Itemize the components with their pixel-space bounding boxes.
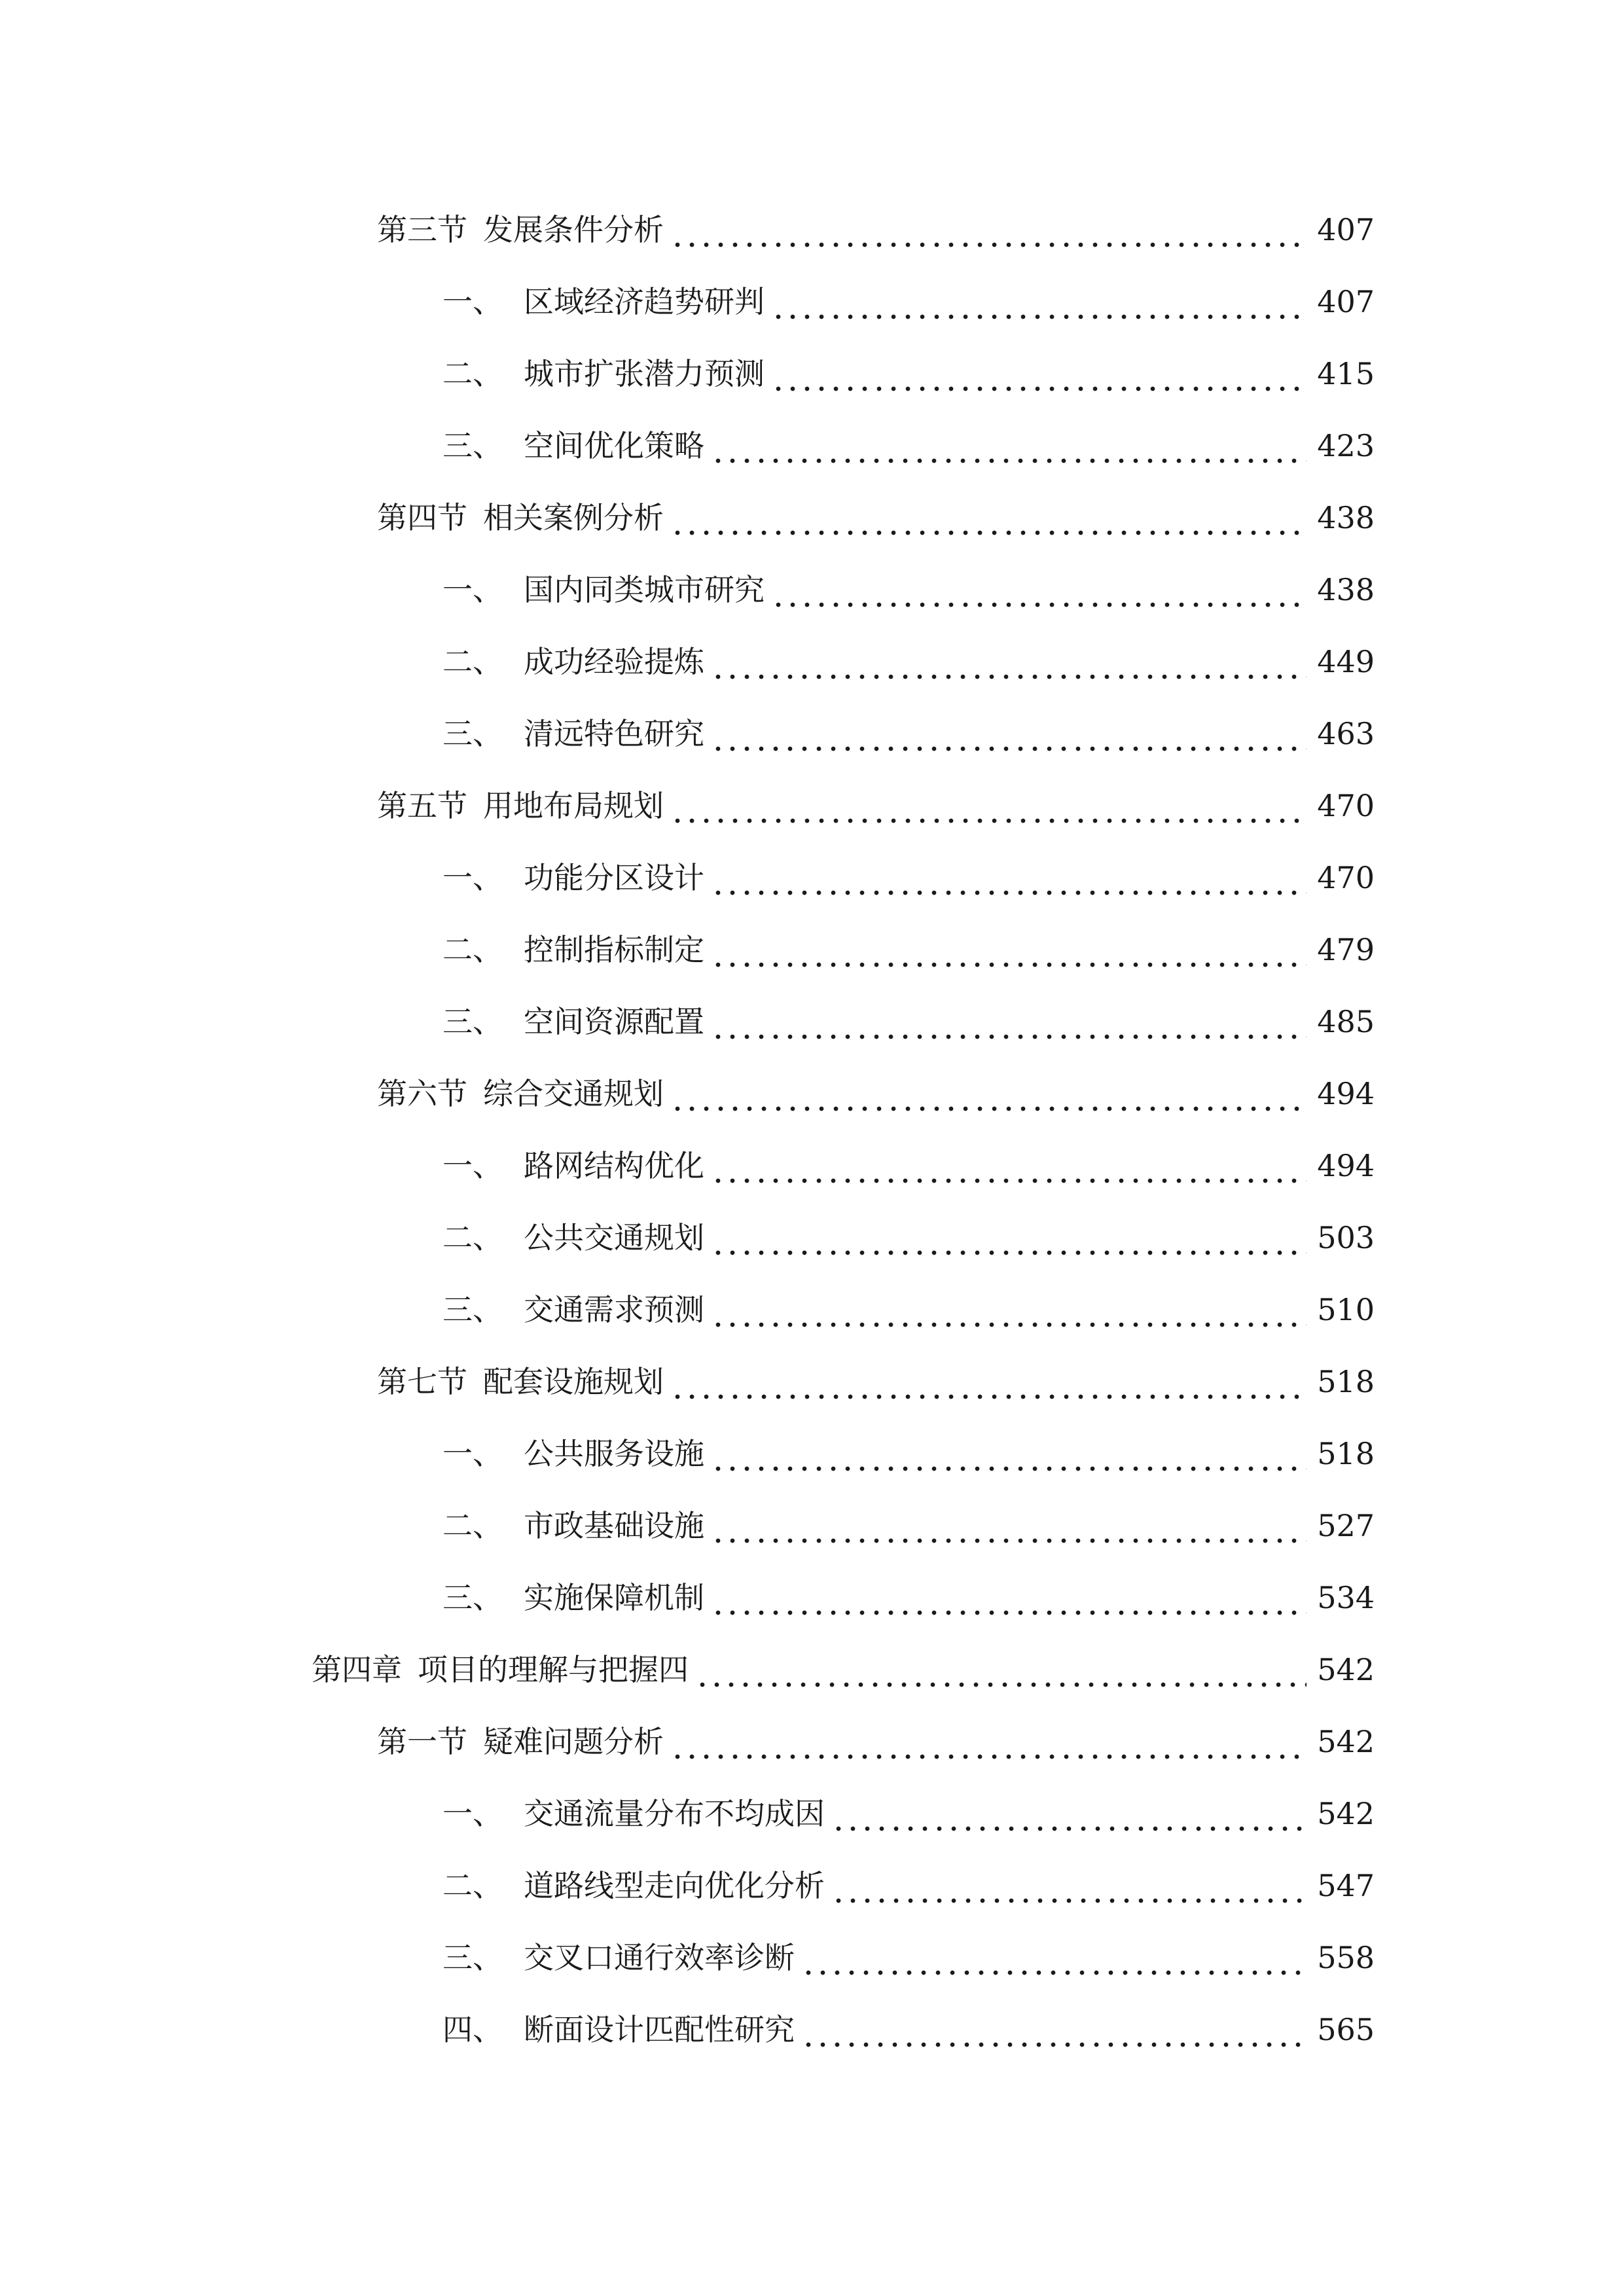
toc-item-number: 二、 <box>442 644 503 679</box>
toc-entry-item <box>442 420 1375 472</box>
toc-entry-title: 实施保障机制 <box>524 1580 704 1615</box>
dot-leader <box>711 1571 1307 1624</box>
toc-entry-item <box>442 1571 1375 1624</box>
toc-section-number: 第五节 <box>377 788 467 823</box>
toc-entry-title: 公共服务设施 <box>524 1436 704 1471</box>
toc-entry-item <box>442 708 1375 760</box>
dot-leader <box>711 852 1307 904</box>
toc-entry-title: 项目的理解与把握四 <box>418 1652 689 1687</box>
toc-entry-title: 疑难问题分析 <box>483 1724 664 1759</box>
dot-leader <box>670 1067 1307 1120</box>
toc-entry-item <box>442 1499 1375 1552</box>
toc-page-number: 542 <box>1317 1724 1375 1759</box>
toc-item-number: 一、 <box>442 572 503 607</box>
toc-item-number: 二、 <box>442 356 503 391</box>
toc-page-number: 415 <box>1317 356 1375 391</box>
toc-item-number: 三、 <box>442 1004 503 1039</box>
dot-leader <box>711 1211 1307 1264</box>
toc-entry-title: 国内同类城市研究 <box>524 572 765 607</box>
dot-leader <box>801 2003 1307 2056</box>
toc-entry-item <box>442 924 1375 976</box>
toc-entry-title: 发展条件分析 <box>483 212 664 247</box>
toc-page-number: 485 <box>1317 1004 1375 1039</box>
toc-page-number: 558 <box>1317 1940 1375 1975</box>
toc-item-number: 三、 <box>442 716 503 751</box>
dot-leader <box>711 636 1307 688</box>
toc-entry-item <box>442 1139 1375 1192</box>
toc-section-number: 第一节 <box>377 1724 467 1759</box>
toc-item-number: 二、 <box>442 1868 503 1903</box>
toc-item-number: 二、 <box>442 1220 503 1255</box>
dot-leader <box>695 1643 1307 1696</box>
toc-entry-item <box>442 276 1375 328</box>
toc-item-number: 二、 <box>442 1508 503 1543</box>
toc-section-number: 第六节 <box>377 1076 467 1111</box>
toc-entry-item <box>442 564 1375 616</box>
toc-page-number: 494 <box>1317 1148 1375 1183</box>
toc-entry-title: 路网结构优化 <box>524 1148 704 1183</box>
dot-leader <box>670 492 1307 544</box>
toc-section-number: 第四节 <box>377 500 467 535</box>
toc-entry-title: 道路线型走向优化分析 <box>524 1868 825 1903</box>
dot-leader <box>670 1355 1307 1408</box>
toc-entry-item <box>442 348 1375 400</box>
toc-entry-item <box>442 1427 1375 1480</box>
toc-item-number: 三、 <box>442 1940 503 1975</box>
toc-entry-section <box>377 1355 1375 1408</box>
toc-entry-chapter <box>312 1643 1375 1696</box>
toc-page-number: 407 <box>1317 284 1375 319</box>
toc-page-number: 470 <box>1317 788 1375 823</box>
toc-item-number: 四、 <box>442 2012 503 2047</box>
toc-item-number: 一、 <box>442 1796 503 1831</box>
toc-entry-section <box>377 204 1375 256</box>
toc-entry-item <box>442 1859 1375 1912</box>
dot-leader <box>670 780 1307 832</box>
toc-item-number: 三、 <box>442 1580 503 1615</box>
dot-leader <box>670 1715 1307 1768</box>
toc-entry-title: 清远特色研究 <box>524 716 704 751</box>
toc-entry-title: 交通需求预测 <box>524 1292 704 1327</box>
dot-leader <box>771 276 1307 328</box>
toc-page-number: 479 <box>1317 932 1375 967</box>
toc-page-number: 527 <box>1317 1508 1375 1543</box>
toc-section-number: 第七节 <box>377 1364 467 1399</box>
toc-entry-item <box>442 1211 1375 1264</box>
toc-entry-item <box>442 852 1375 904</box>
toc-page-number: 438 <box>1317 500 1375 535</box>
dot-leader <box>771 348 1307 400</box>
dot-leader <box>670 204 1307 256</box>
toc-page-number: 503 <box>1317 1220 1375 1255</box>
dot-leader <box>801 1931 1307 1984</box>
toc-page-number: 463 <box>1317 716 1375 751</box>
toc-entry-title: 相关案例分析 <box>483 500 664 535</box>
toc-entry-section <box>377 780 1375 832</box>
toc-page-number: 565 <box>1317 2012 1375 2047</box>
toc-page-number: 438 <box>1317 572 1375 607</box>
toc-page-number: 449 <box>1317 644 1375 679</box>
toc-entry-item <box>442 1283 1375 1336</box>
toc-page-number: 494 <box>1317 1076 1375 1111</box>
dot-leader <box>771 564 1307 616</box>
toc-page-number: 518 <box>1317 1436 1375 1471</box>
toc-entry-title: 市政基础设施 <box>524 1508 704 1543</box>
toc-item-number: 三、 <box>442 428 503 463</box>
toc-page-number: 407 <box>1317 212 1375 247</box>
dot-leader <box>711 420 1307 472</box>
toc-entry-title: 功能分区设计 <box>524 860 704 895</box>
toc-entry-title: 公共交通规划 <box>524 1220 704 1255</box>
toc-entry-item <box>442 996 1375 1048</box>
toc-entry-title: 成功经验提炼 <box>524 644 704 679</box>
toc-item-number: 三、 <box>442 1292 503 1327</box>
toc-page-number: 518 <box>1317 1364 1375 1399</box>
dot-leader <box>711 1139 1307 1192</box>
toc-entry-title: 配套设施规划 <box>483 1364 664 1399</box>
toc-entry-title: 控制指标制定 <box>524 932 704 967</box>
toc-page-number: 542 <box>1317 1796 1375 1831</box>
toc-entry-title: 空间优化策略 <box>524 428 704 463</box>
toc-page-number: 423 <box>1317 428 1375 463</box>
toc-entry-section <box>377 1067 1375 1120</box>
toc-entry-item <box>442 636 1375 688</box>
dot-leader <box>711 1283 1307 1336</box>
toc-entry-title: 交通流量分布不均成因 <box>524 1796 825 1831</box>
toc-entry-title: 城市扩张潜力预测 <box>524 356 765 391</box>
toc-item-number: 二、 <box>442 932 503 967</box>
toc-entry-section <box>377 1715 1375 1768</box>
toc-entry-item <box>442 1931 1375 1984</box>
dot-leader <box>711 1499 1307 1552</box>
toc-item-number: 一、 <box>442 284 503 319</box>
toc-page-number: 510 <box>1317 1292 1375 1327</box>
toc-section-number: 第三节 <box>377 212 467 247</box>
toc-page-number: 547 <box>1317 1868 1375 1903</box>
toc-entry-title: 断面设计匹配性研究 <box>524 2012 795 2047</box>
toc-entry-item <box>442 2003 1375 2056</box>
toc-entry-title: 区域经济趋势研判 <box>524 284 765 319</box>
dot-leader <box>831 1859 1307 1912</box>
toc-item-number: 一、 <box>442 1436 503 1471</box>
toc-entry-title: 交叉口通行效率诊断 <box>524 1940 795 1975</box>
toc-entry-section <box>377 492 1375 544</box>
dot-leader <box>711 708 1307 760</box>
dot-leader <box>711 996 1307 1048</box>
dot-leader <box>711 1427 1307 1480</box>
toc-entry-title: 用地布局规划 <box>483 788 664 823</box>
toc-entry-item <box>442 1787 1375 1840</box>
toc-entry-title: 空间资源配置 <box>524 1004 704 1039</box>
toc-entry-title: 综合交通规划 <box>483 1076 664 1111</box>
toc-item-number: 一、 <box>442 860 503 895</box>
toc-item-number: 一、 <box>442 1148 503 1183</box>
dot-leader <box>711 924 1307 976</box>
toc-page-number: 534 <box>1317 1580 1375 1615</box>
toc-page-number: 470 <box>1317 860 1375 895</box>
dot-leader <box>831 1787 1307 1840</box>
toc-chapter-number: 第四章 <box>312 1652 402 1687</box>
toc-page-number: 542 <box>1317 1652 1375 1687</box>
